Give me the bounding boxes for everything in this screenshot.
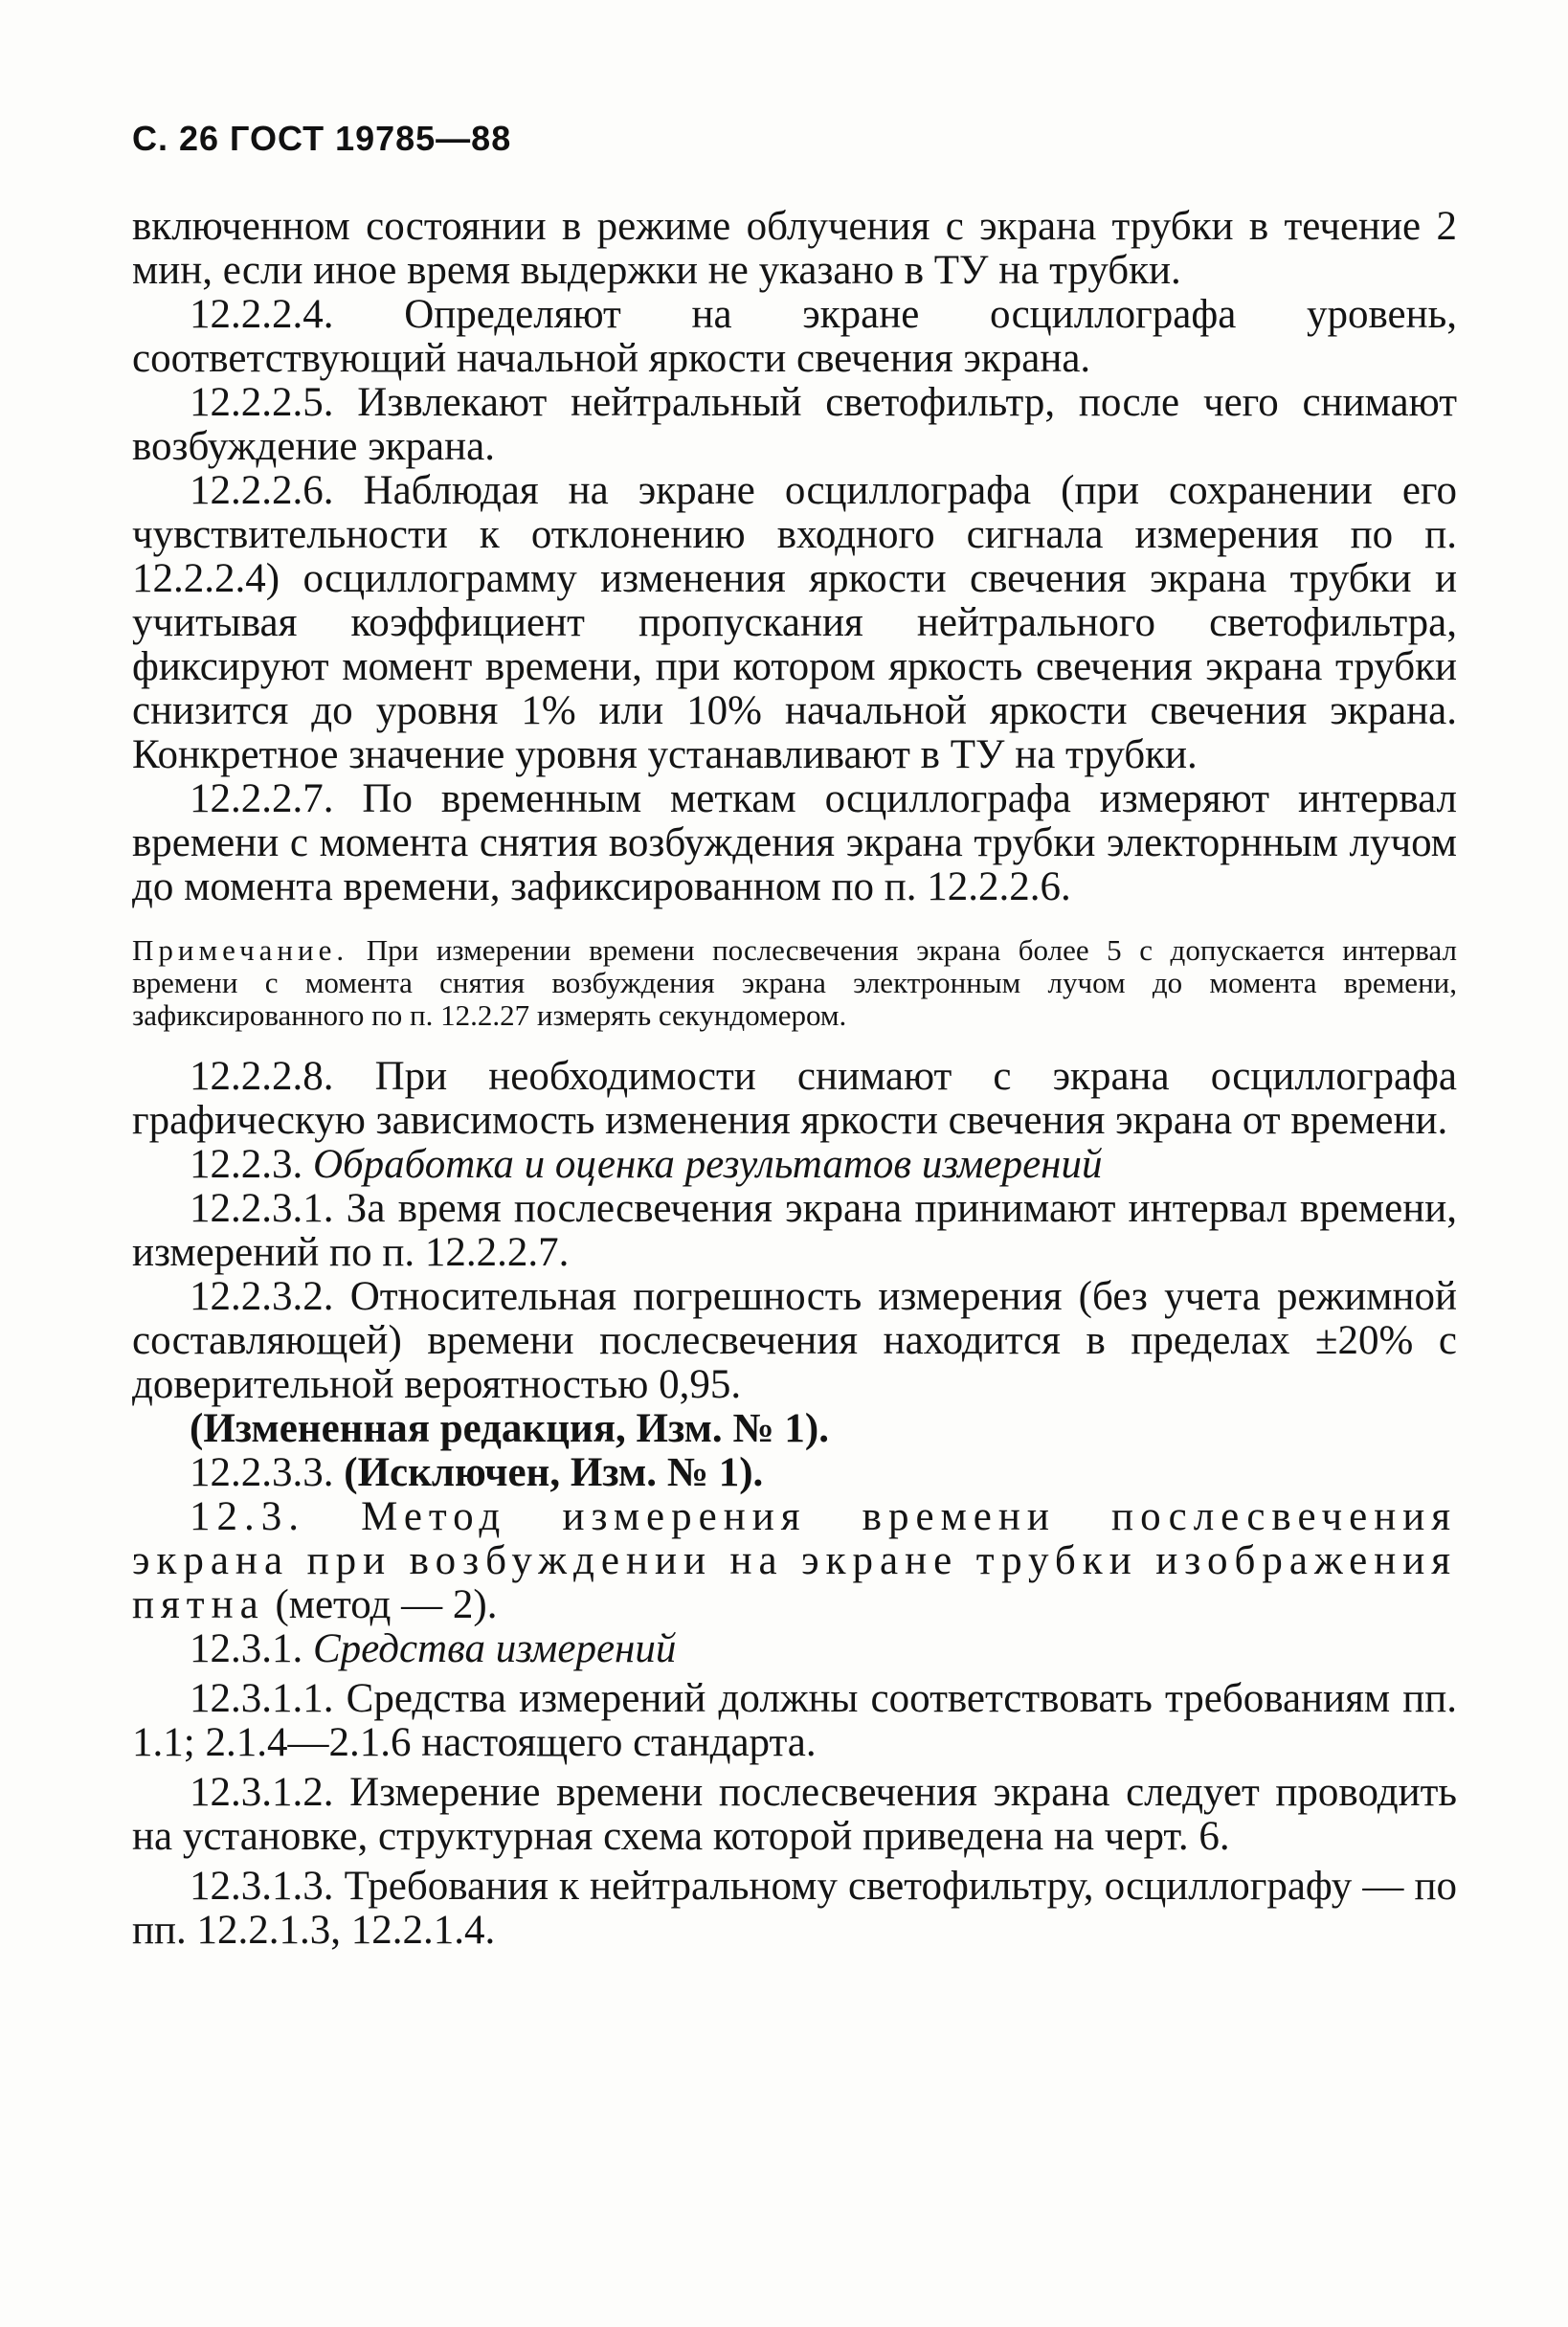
paragraph-12-3-1-3: 12.3.1.3. Требования к нейтральному светофильтру, осциллографу — по пп. 12.2.1.3, 12.2.1.4. <box>132 1864 1457 1953</box>
note-block <box>132 934 1457 1032</box>
method-title: 12.3. Метод измерения времени послесвечения экрана при возбуждении на экране трубки изображения пятна <box>132 1494 1457 1627</box>
page-header: С. 26 ГОСТ 19785—88 <box>132 119 512 158</box>
paragraph-12-2-2-8: 12.2.2.8. При необходимости снимают с экрана осциллографа графическую зависимость изменения яркости свечения экрана от времени. <box>132 1054 1457 1143</box>
section-number: 12.3.1. <box>190 1626 303 1671</box>
section-number: 12.2.3. <box>190 1142 303 1187</box>
excluded-note: (Исключен, Изм. № 1). <box>344 1450 764 1495</box>
paragraph-12-2-2-4: 12.2.2.4. Определяют на экране осциллографа уровень, соответствующий начальной яркости свечения экрана. <box>132 292 1457 381</box>
section-12-3-heading <box>132 1495 1457 1627</box>
note-text: При измерении времени послесвечения экрана более 5 с допускается интервал времени с момента снятия возбуждения экрана электронным лучом до момента времени, зафиксированного по п. 12.2.27 измерять секундомером. <box>132 933 1458 1032</box>
paragraph-12-3-1-2: 12.3.1.2. Измерение времени послесвечения экрана следует проводить на установке, структурная схема которой приведена на черт. 6. <box>132 1770 1457 1859</box>
paragraph-continuation: включенном состоянии в режиме облучения с экрана трубки в течение 2 мин, если иное время выдержки не указано в ТУ на трубки. <box>132 204 1457 293</box>
document-body <box>132 205 1457 1953</box>
note-label: Примечание. <box>132 933 349 967</box>
section-title: Обработка и оценка результатов измерений <box>313 1142 1103 1187</box>
paragraph-12-2-3-3 <box>132 1451 1457 1495</box>
amendment-note: (Измененная редакция, Изм. № 1). <box>190 1406 829 1451</box>
section-title: Средства измерений <box>313 1626 677 1671</box>
paragraph-12-2-2-7: 12.2.2.7. По временным меткам осциллографа измеряют интервал времени с момента снятия возбуждения экрана трубки электорнным лучом до момента времени, зафиксированном по п. 12.2.2.6. <box>132 776 1457 909</box>
method-label: (метод — 2). <box>275 1582 498 1627</box>
section-12-3-1-heading <box>132 1627 1457 1671</box>
paragraph-12-2-3-1: 12.2.3.1. За время послесвечения экрана принимают интервал времени, измерений по п. 12.2.2.7. <box>132 1186 1457 1275</box>
paragraph-12-2-3-2: 12.2.3.2. Относительная погрешность измерения (без учета режимной составляющей) времени послесвечения находится в пределах ±20% с доверительной вероятностью 0,95. <box>132 1274 1457 1407</box>
paragraph-12-2-2-5: 12.2.2.5. Извлекают нейтральный светофильтр, после чего снимают возбуждение экрана. <box>132 380 1457 469</box>
paragraph-number: 12.2.3.3. <box>190 1450 334 1495</box>
section-12-2-3-heading <box>132 1143 1457 1187</box>
paragraph-12-3-1-1: 12.3.1.1. Средства измерений должны соответствовать требованиям пп. 1.1; 2.1.4—2.1.6 настоящего стандарта. <box>132 1676 1457 1765</box>
paragraph-12-2-2-6: 12.2.2.6. Наблюдая на экране осциллографа (при сохранении его чувствительности к отклонению входного сигнала измерения по п. 12.2.2.4) осциллограмму изменения яркости свечения экрана трубки и учитывая коэффициент пропускания нейтрального светофильтра, фиксируют момент времени, при котором яркость свечения экрана трубки снизится до уровня 1% или 10% начальной яркости свечения экрана. Конкретное значение уровня устанавливают в ТУ на трубки. <box>132 468 1457 777</box>
